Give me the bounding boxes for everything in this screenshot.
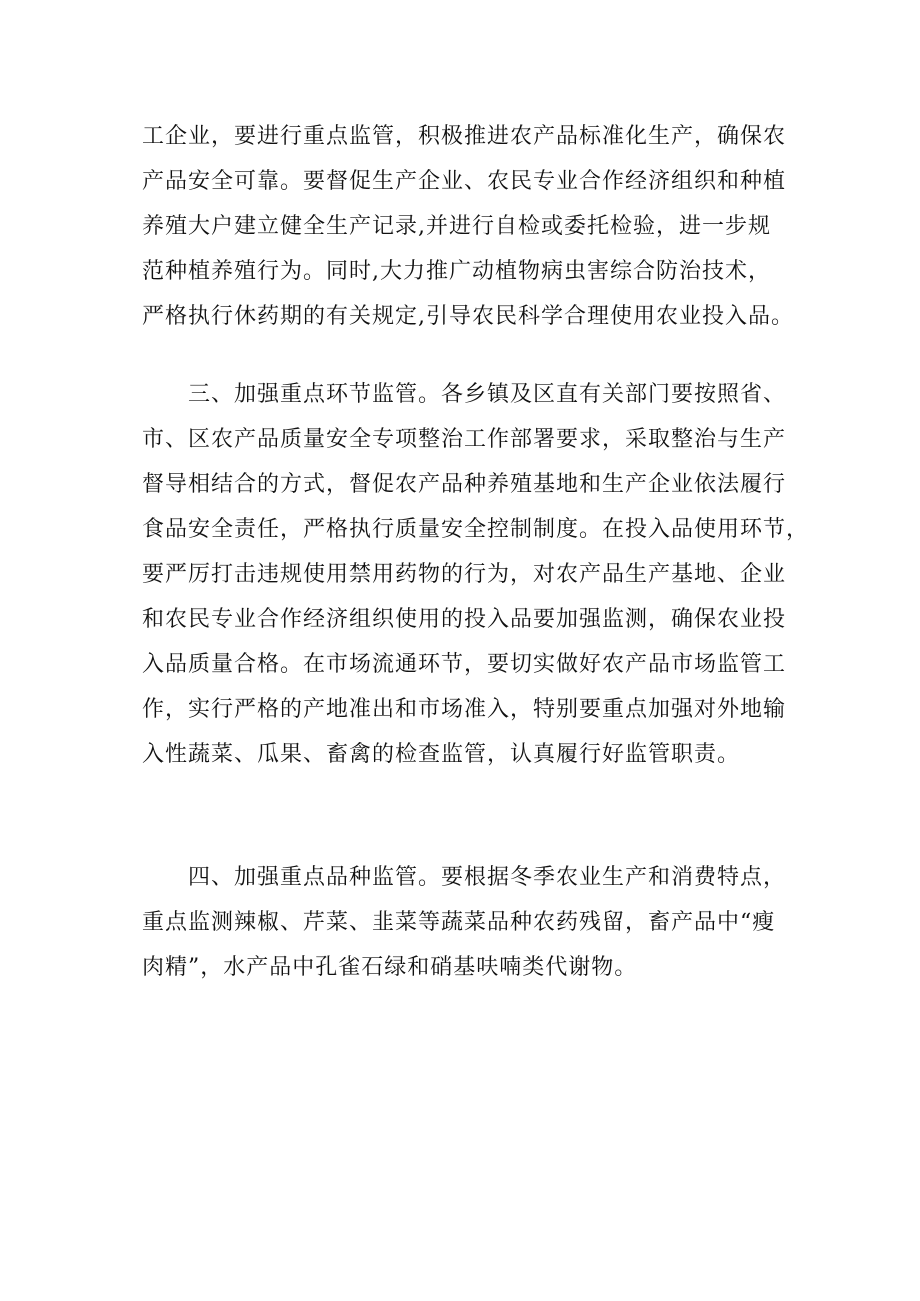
text-line: 养殖大户建立健全生产记录,并进行自检或委托检验，进一步规 [142, 214, 771, 239]
text-line: 范种植养殖行为。同时,大力推广动植物病虫害综合防治技术， [142, 259, 771, 284]
text-line: 肉精”，水产品中孔雀石绿和硝基呋喃类代谢物。 [142, 955, 638, 980]
text-line: 严格执行休药期的有关规定,引导农民科学合理使用农业投入品。 [142, 304, 794, 329]
paragraph-key-links-supervision [142, 372, 810, 777]
text-line: 要严厉打击违规使用禁用药物的行为，对农产品生产基地、企业 [142, 562, 787, 587]
text-line: 和农民专业合作经济组织使用的投入品要加强监测，确保农业投 [142, 607, 787, 632]
text-line: 重点监测辣椒、芹菜、韭菜等蔬菜品种农药残留，畜产品中“瘦 [142, 910, 776, 935]
text-line: 三、加强重点环节监管。各乡镇及区直有关部门要按照省、 [188, 382, 787, 407]
text-line: 督导相结合的方式，督促农产品种养殖基地和生产企业依法履行 [142, 472, 787, 497]
text-line: 作，实行严格的产地准出和市场准入，特别要重点加强对外地输 [142, 697, 787, 722]
text-line: 市、区农产品质量安全专项整治工作部署要求，采取整治与生产 [142, 427, 787, 452]
text-line: 工企业，要进行重点监管，积极推进农产品标准化生产，确保农 [142, 124, 787, 149]
text-line: 入性蔬菜、瓜果、畜禽的检查监管，认真履行好监管职责。 [142, 742, 741, 767]
text-line: 食品安全责任，严格执行质量安全控制制度。在投入品使用环节， [142, 517, 810, 542]
text-line: 四、加强重点品种监管。要根据冬季农业生产和消费特点， [188, 865, 787, 890]
text-line: 产品安全可靠。要督促生产企业、农民专业合作经济组织和种植 [142, 169, 787, 194]
text-line: 入品质量合格。在市场流通环节，要切实做好农产品市场监管工 [142, 652, 787, 677]
paragraph-key-varieties-supervision [142, 855, 802, 990]
paragraph-production-standards [142, 114, 802, 339]
